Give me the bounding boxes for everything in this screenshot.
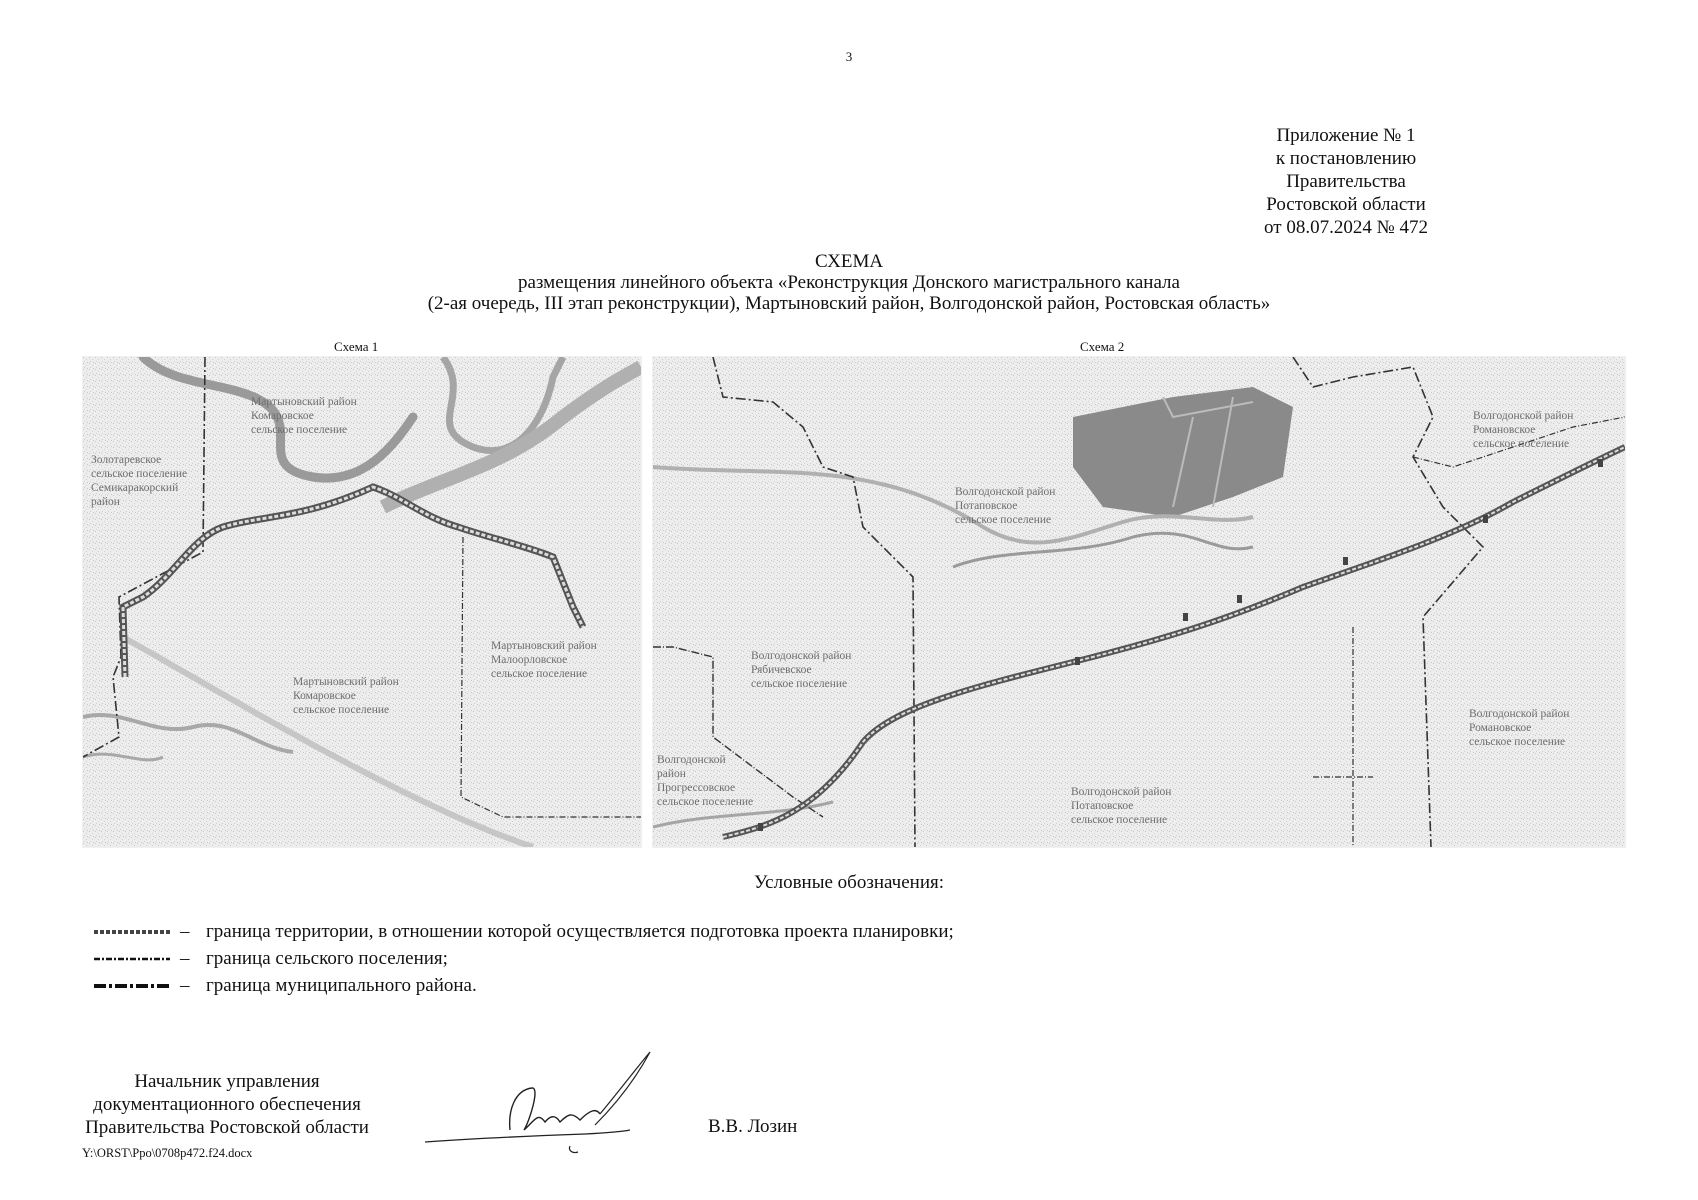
area-label-line: сельское поселение (91, 468, 188, 480)
legend-text: граница сельского поселения; (206, 948, 448, 969)
area-label-line: Мартыновский район (491, 640, 597, 652)
settlement-boundary-line-icon (94, 954, 170, 964)
area-label (1071, 785, 1171, 827)
area-label (657, 753, 753, 809)
area-label-line: Рябичевское (751, 664, 812, 676)
page-number: 3 (845, 49, 853, 64)
area-label-line: сельское поселение (1473, 438, 1570, 450)
area-label (751, 649, 851, 691)
scheme1-label: Схема 1 (334, 339, 379, 354)
area-label-line: Волгодонской район (751, 650, 852, 662)
appendix-line: Правительства (1286, 171, 1406, 192)
legend-text: граница территории, в отношении которой осуществляется подготовка проекта планировки; (206, 921, 954, 942)
area-label-line: район (91, 496, 120, 508)
area-label-line: Волгодонской район (955, 486, 1056, 498)
legend-dash: – (180, 975, 190, 996)
legend-dash: – (180, 948, 190, 969)
appendix-line: Приложение № 1 (1276, 125, 1416, 146)
area-label-line: сельское поселение (251, 424, 348, 436)
area-label-line: Волгодонской район (1469, 708, 1570, 720)
area-label-line: сельское поселение (293, 704, 390, 716)
appendix-line: Ростовской области (1266, 194, 1426, 215)
planning-boundary-line-icon (94, 927, 170, 937)
area-label-line: Комаровское (251, 410, 314, 422)
legend-text: граница муниципального района. (206, 975, 477, 996)
signer-name: В.В. Лозин (708, 1116, 798, 1137)
appendix-block (1236, 124, 1456, 239)
appendix-line: от 08.07.2024 № 472 (1264, 217, 1428, 238)
area-label-line: сельское поселение (491, 668, 588, 680)
legend-dash: – (180, 921, 190, 942)
district-boundary-line-icon (94, 981, 170, 991)
title-line: размещения линейного объекта «Реконструкция Донского магистрального канала (518, 272, 1180, 293)
area-label-line: Малоорловское (491, 654, 568, 666)
signer-position-line: Правительства Ростовской области (85, 1117, 369, 1138)
area-label-line: Комаровское (293, 690, 356, 702)
area-label-line: Золотаревское (91, 454, 162, 466)
area-label-line: Романовское (1473, 424, 1536, 436)
scheme1-map-drawing (83, 357, 641, 847)
area-label (491, 639, 597, 681)
title-line: (2-ая очередь, III этап реконструкции), Мартыновский район, Волгодонской район, Ростовская область» (427, 293, 1271, 314)
area-label (1469, 707, 1569, 749)
area-label-line: Потаповское (955, 500, 1018, 512)
area-label-line: Романовское (1469, 722, 1532, 734)
area-label-line: Семикаракорский (91, 482, 179, 494)
area-label-line: сельское поселение (657, 796, 754, 808)
signer-position-line: Начальник управления (134, 1071, 320, 1092)
legend-item-planning-boundary (94, 919, 954, 945)
document-title (300, 251, 1398, 314)
scheme2-map (652, 356, 1626, 848)
area-label (293, 675, 399, 717)
signer-position-line: документационного обеспечения (93, 1094, 361, 1115)
appendix-line: к постановлению (1275, 148, 1417, 169)
area-label (955, 485, 1055, 527)
area-label-line: сельское поселение (1071, 814, 1168, 826)
area-label-line: Волгодонской район (1473, 410, 1574, 422)
area-label-line: сельское поселение (1469, 736, 1566, 748)
legend-item-settlement-boundary (94, 946, 448, 972)
legend-item-district-boundary (94, 973, 477, 999)
signer-position (62, 1070, 392, 1139)
area-label-line: Волгодонской (657, 754, 726, 766)
scheme1-map (82, 356, 642, 848)
handwritten-signature (420, 1050, 660, 1160)
area-label-line: сельское поселение (751, 678, 848, 690)
area-label-line: Потаповское (1071, 800, 1134, 812)
area-label-line: Мартыновский район (251, 396, 357, 408)
area-label (91, 453, 187, 509)
area-label-line: Прогрессовское (657, 782, 736, 794)
file-reference: Y:\ORST\Ppo\0708p472.f24.docx (82, 1146, 253, 1160)
area-label (1473, 409, 1573, 451)
scheme2-label: Схема 2 (1080, 339, 1125, 354)
legend-title: Условные обозначения: (753, 872, 945, 893)
area-label-line: сельское поселение (955, 514, 1052, 526)
title-heading: СХЕМА (814, 251, 884, 272)
area-label-line: район (657, 768, 686, 780)
area-label (251, 395, 357, 437)
area-label-line: Мартыновский район (293, 676, 399, 688)
area-label-line: Волгодонской район (1071, 786, 1172, 798)
